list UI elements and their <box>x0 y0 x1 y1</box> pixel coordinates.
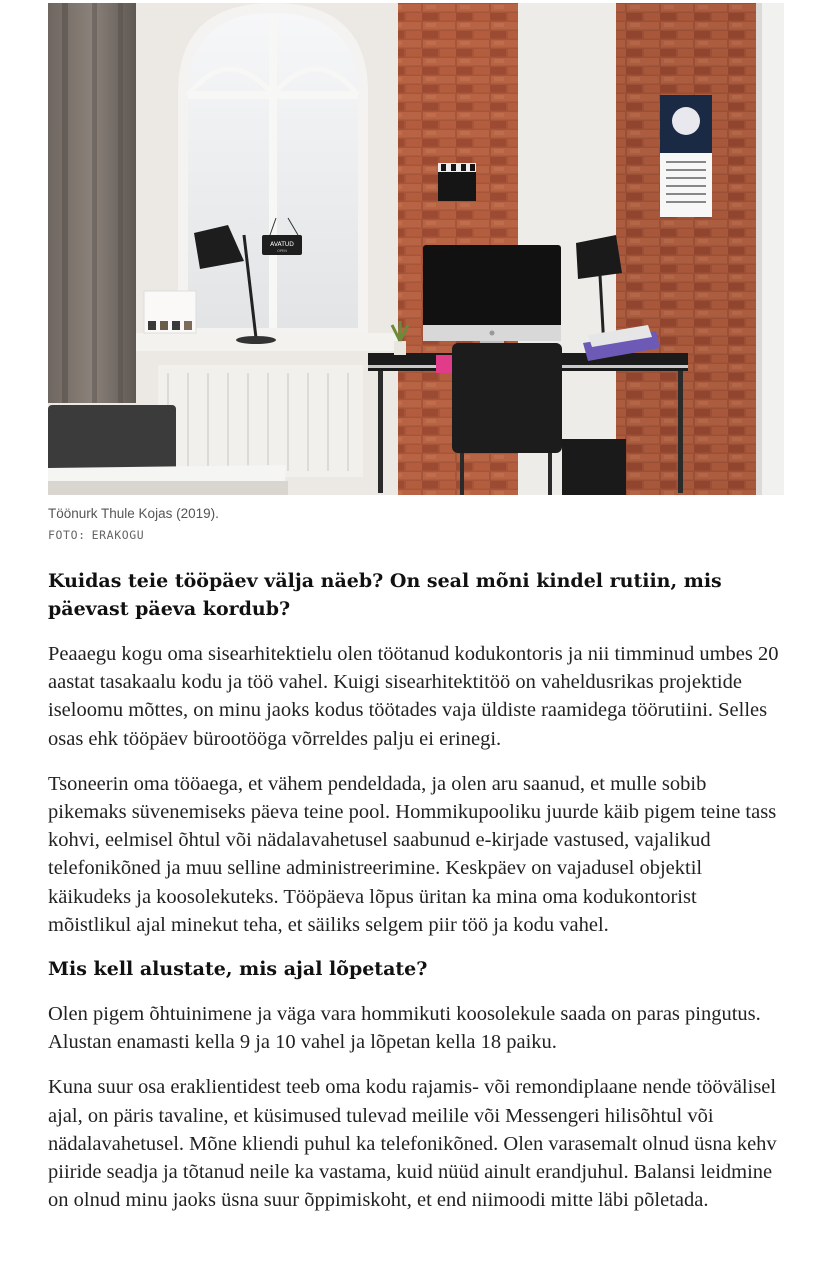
open-sign-subtext: OPEN <box>277 249 287 253</box>
answer-paragraph-3: Olen pigem õhtuinimene ja väga vara hommikuti koosolekule saada on paras pingutus. Alustan enamasti kella 9 ja 10 vahel ja lõpetan kella 18 paiku. <box>48 1003 761 1054</box>
photo-credit-value: ERAKOGU <box>91 528 145 542</box>
photo-credit-label: FOTO: <box>48 528 86 542</box>
question-heading-1: Kuidas teie tööpäev välja näeb? On seal mõni kindel rutiin, mis päevast päeva kordub? <box>48 570 722 620</box>
question-heading-2: Mis kell alustate, mis ajal lõpetate? <box>48 958 428 981</box>
answer-paragraph-1: Peaaegu kogu oma sisearhitektielu olen töötanud kodukontoris ja nii timminud umbes 20 aastat tasakaalu kodu ja töö vahel. Kuigi sisearhitektitöö on vaheldusrikas projektide iseloomu mõttes, on minu jaoks kodus töötades vaja üldiste raamidega töörutiini. Selles osas ehk tööpäev bürootööga võrreldes palju ei erinegi. <box>48 643 779 750</box>
workspace-photo <box>48 3 784 495</box>
article <box>48 0 784 1214</box>
open-sign-text: AVATUD <box>270 241 294 248</box>
photo-caption: Töönurk Thule Kojas (2019). <box>48 506 219 521</box>
answer-paragraph-4: Kuna suur osa eraklientidest teeb oma kodu rajamis- või remondiplaane nende töövälisel ajal, on päris tavaline, et küsimused tulevad meilile või Messengeri hilisõhtul või nädalavahetusel. Mõne kliendi puhul ka telefonikõned. Olen varasemalt olnud üsna kehv piiride seadja ja tõtanud neile ka vastama, kuid nüüd ainult erandjuhul. Balansi leidmine on olnud minu jaoks üsna suur õppimiskoht, et end niimoodi mitte läbi põletada. <box>48 1076 777 1212</box>
answer-paragraph-2: Tsoneerin oma tööaega, et vähem pendeldada, ja olen aru saanud, et mulle sobib pikemaks süvenemiseks päeva teine pool. Hommikupooliku juurde käib pigem teine tass kohvi, eelmisel õhtul või nädalavahetusel saabunud e-kirjade vastused, vajalikud telefonikõned ja muu selline administreerimine. Keskpäev on vajadusel objektil käikudeks ja koosolekuteks. Tööpäeva lõpus üritan ka mina oma kodukontorist mõistlikul ajal minekut teha, et säiliks selgem piir töö ja kodu vahel. <box>48 772 777 936</box>
photo-credit <box>48 526 784 544</box>
